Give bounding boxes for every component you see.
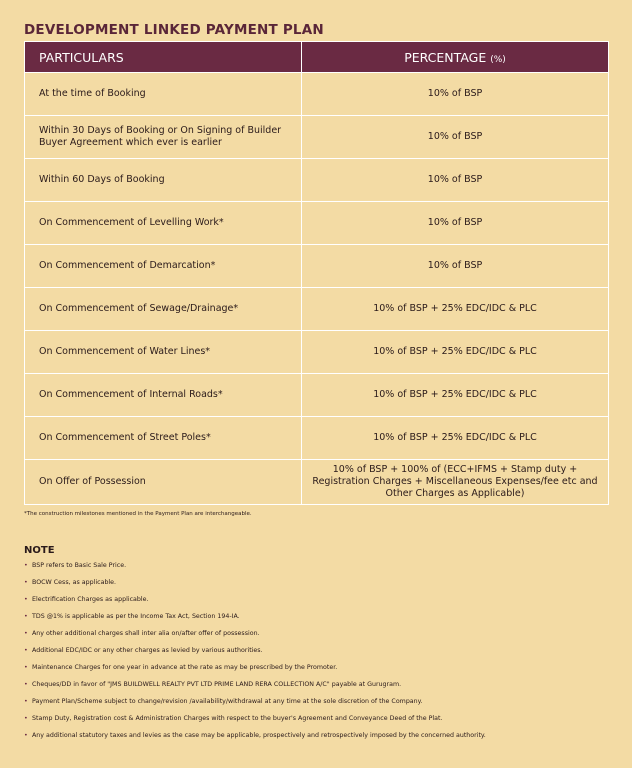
percentage-cell: 10% of BSP + 25% EDC/IDC & PLC — [302, 417, 609, 460]
bullet-icon: • — [24, 579, 28, 586]
percentage-cell: 10% of BSP — [302, 202, 609, 245]
percentage-cell: 10% of BSP + 25% EDC/IDC & PLC — [302, 374, 609, 417]
note-text: BOCW Cess, as applicable. — [32, 579, 117, 586]
particular-cell: On Commencement of Sewage/Drainage* — [25, 288, 302, 331]
table-row — [25, 374, 609, 417]
list-item — [24, 595, 614, 612]
table-row — [25, 159, 609, 202]
note-text: Any additional statutory taxes and levies as the case may be applicable, prospectively and retrospectively imposed by the concerned authority. — [32, 732, 486, 739]
table-row — [25, 245, 609, 288]
bullet-icon: • — [24, 698, 28, 705]
percentage-cell: 10% of BSP + 100% of (ECC+IFMS + Stamp duty + Registration Charges + Miscellaneous Expenses/fee etc and Other Charges as Applicable) — [302, 460, 609, 505]
note-text: Cheques/DD in favor of "JMS BUILDWELL REALTY PVT LTD PRIME LAND RERA COLLECTION A/C" payable at Gurugram. — [32, 681, 402, 688]
particular-cell: On Commencement of Levelling Work* — [25, 202, 302, 245]
list-item — [24, 731, 614, 748]
note-text: BSP refers to Basic Sale Price. — [32, 562, 127, 569]
particular-cell: On Commencement of Water Lines* — [25, 331, 302, 374]
particular-cell: On Commencement of Street Poles* — [25, 417, 302, 460]
list-item — [24, 612, 614, 629]
list-item — [24, 697, 614, 714]
note-heading: NOTE — [24, 545, 55, 556]
table-row — [25, 417, 609, 460]
list-item — [24, 578, 614, 595]
header-percentage-unit: (%) — [490, 54, 506, 65]
percentage-cell: 10% of BSP — [302, 73, 609, 116]
payment-plan-table — [24, 41, 609, 505]
bullet-icon: • — [24, 596, 28, 603]
note-text: Stamp Duty, Registration cost & Administration Charges with respect to the buyer's Agreement and Conveyance Deed of the Plat. — [32, 715, 443, 722]
header-percentage — [302, 42, 609, 73]
list-item — [24, 663, 614, 680]
bullet-icon: • — [24, 664, 28, 671]
particular-cell: Within 30 Days of Booking or On Signing of Builder Buyer Agreement which ever is earlier — [25, 116, 302, 159]
notes-list — [24, 561, 614, 748]
list-item — [24, 561, 614, 578]
particular-cell: On Commencement of Demarcation* — [25, 245, 302, 288]
bullet-icon: • — [24, 732, 28, 739]
particular-cell: At the time of Booking — [25, 73, 302, 116]
percentage-cell: 10% of BSP + 25% EDC/IDC & PLC — [302, 288, 609, 331]
note-text: Additional EDC/IDC or any other charges as levied by various authorities. — [32, 647, 263, 654]
header-percentage-label: PERCENTAGE — [404, 49, 487, 65]
bullet-icon: • — [24, 647, 28, 654]
note-text: Electrification Charges as applicable. — [32, 596, 149, 603]
bullet-icon: • — [24, 715, 28, 722]
list-item — [24, 629, 614, 646]
bullet-icon: • — [24, 613, 28, 620]
percentage-cell: 10% of BSP — [302, 245, 609, 288]
note-text: Maintenance Charges for one year in advance at the rate as may be prescribed by the Promoter. — [32, 664, 338, 671]
page-title: DEVELOPMENT LINKED PAYMENT PLAN — [24, 22, 324, 38]
percentage-cell: 10% of BSP — [302, 159, 609, 202]
note-text: Payment Plan/Scheme subject to change/revision /availability/withdrawal at any time at the sole discretion of the Company. — [32, 698, 423, 705]
table-header-row — [25, 42, 609, 73]
table-row — [25, 288, 609, 331]
list-item — [24, 714, 614, 731]
bullet-icon: • — [24, 681, 28, 688]
list-item — [24, 646, 614, 663]
percentage-cell: 10% of BSP — [302, 116, 609, 159]
particular-cell: Within 60 Days of Booking — [25, 159, 302, 202]
note-text: Any other additional charges shall inter alia on/after offer of possession. — [32, 630, 260, 637]
list-item — [24, 680, 614, 697]
bullet-icon: • — [24, 562, 28, 569]
construction-footnote: *The construction milestones mentioned in the Payment Plan are interchangeable. — [24, 511, 252, 517]
note-text: TDS @1% is applicable as per the Income Tax Act, Section 194-IA. — [32, 613, 240, 620]
bullet-icon: • — [24, 630, 28, 637]
percentage-cell: 10% of BSP + 25% EDC/IDC & PLC — [302, 331, 609, 374]
table-row — [25, 116, 609, 159]
table-row — [25, 73, 609, 116]
table-row — [25, 331, 609, 374]
table-row — [25, 460, 609, 505]
particular-cell: On Offer of Possession — [25, 460, 302, 505]
header-particulars: PARTICULARS — [25, 42, 302, 73]
table-row — [25, 202, 609, 245]
particular-cell: On Commencement of Internal Roads* — [25, 374, 302, 417]
